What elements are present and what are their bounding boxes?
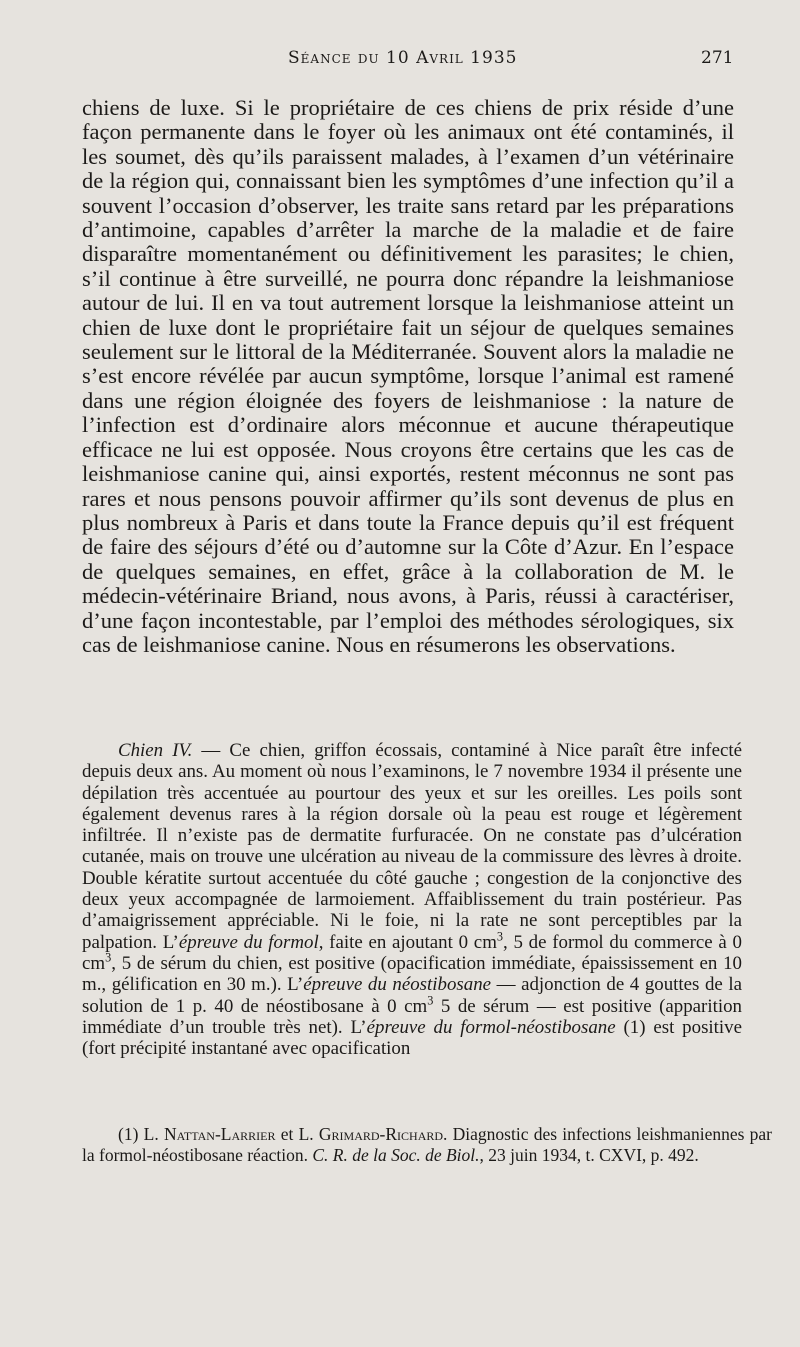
footnote-text: . Diagnostic des infections leishmaniennes par la formol-néostibosane réaction. xyxy=(82,1124,772,1165)
footnote-author-2: Grimard-Richard xyxy=(318,1124,444,1144)
footnote xyxy=(82,1124,772,1165)
body-paragraph: chiens de luxe. Si le propriétaire de ces chiens de prix réside d’une façon permanente dans le foyer où les animaux ont été contaminés, il les soumet, dès qu’ils paraissent malades, à l’examen d’un vétérinaire de la région qui, connaissant bien les symptômes d’une infection qu’il a souvent l’occasion d’observer, les traite sans retard par les préparations d’antimoine, capables d’arrêter la marche de la maladie et de faire disparaître momentanément ou définitivement les parasites; le chien, s’il continue à être surveillé, ne pourra donc répandre la leishmaniose autour de lui. Il en va tout autrement lorsque la leishmaniose atteint un chien de luxe dont le propriétaire fait un séjour de quelques semaines seulement sur le littoral de la Méditerranée. Souvent alors la maladie ne s’est encore révélée par aucun symptôme, lorsque l’animal est ramené dans une région éloignée des foyers de leishmaniose : la nature de l’infection est d’ordinaire alors méconnue et aucune thérapeutique efficace ne lui est opposée. Nous croyons être certains que les cas de leishmaniose canine qui, ainsi exportés, restent méconnus ne sont pas rares et nous pensons pouvoir affirmer qu’ils sont devenus de plus en plus nombreux à Paris et dans toute la France depuis qu’il est fréquent de faire des séjours d’été ou d’automne sur la Côte d’Azur. En l’espace de quelques semaines, en effet, grâce à la collaboration de M. le médecin-vétérinaire Briand, nous avons, à Paris, réussi à caractériser, d’une façon incontestable, par l’emploi des méthodes sérologiques, six cas de leishmaniose canine. Nous en résumerons les observations. xyxy=(82,95,734,657)
superscript: 3 xyxy=(105,950,112,965)
case-text-3b: 5 de sérum — est positive (apparition immédiate d’un trouble très net). L’ xyxy=(82,995,742,1038)
footnote-author-1: Nattan-Larrier xyxy=(163,1124,276,1144)
case-text-2c: , 5 de sérum du chien, est positive (opacification immédiate, épaississement en 10 m., gélification en 30 m.). L’ xyxy=(82,952,742,996)
page-number: 271 xyxy=(701,48,734,68)
running-title: Séance du 10 Avril 1935 xyxy=(288,48,518,68)
case-text-4: (1) est positive (fort précipité instantané avec opacification xyxy=(82,1016,742,1060)
test-formol: épreuve du formol xyxy=(178,931,319,953)
case-label: Chien IV. xyxy=(118,740,193,761)
case-text-3a: — adjonction de 4 gouttes de la solution de 1 p. 40 de néostibosane à 0 cm xyxy=(82,974,742,1017)
superscript: 3 xyxy=(496,929,504,944)
case-text-2a: , faite en ajoutant 0 cm xyxy=(318,931,497,953)
test-neostibosane: épreuve du néostibosane xyxy=(303,974,492,996)
footnote-journal: C. R. de la Soc. de Biol. xyxy=(312,1144,480,1165)
case-text-1: — Ce chien, griffon écossais, contaminé à Nice paraît être infecté depuis deux ans. Au moment où nous l’examinons, le 7 novembre 1934 il présente une dépilation très accentuée au pourtour des yeux et sur les oreilles. Les poils sont également devenus rares à la région dorsale où la peau est rouge et légèrement infiltrée. Il n’existe pas de dermatite furfuracée. On ne constate pas d’ulcération cutanée, mais on trouve une ulcération au niveau de la commissure des lèvres à droite. Double kératite surtout accentuée du côté gauche ; congestion de la conjonctive des deux yeux accompagnée de larmoiement. Affaiblissement du train postérieur. Pas d’amaigrissement appréciable. Ni le foie, ni la rate ne sont perceptibles par la palpation. L’ xyxy=(82,740,742,953)
footnote-connector: et L. xyxy=(275,1124,319,1144)
footnote-citation: , 23 juin 1934, t. CXVI, p. 492. xyxy=(479,1144,699,1165)
case-text-2b: , 5 de formol du commerce à 0 cm xyxy=(82,931,743,974)
footnote-marker: (1) L. xyxy=(118,1124,164,1144)
page-header xyxy=(0,48,800,78)
test-formol-neostibosane: épreuve du formol-néostibosane xyxy=(366,1016,616,1038)
case-report-chien-iv xyxy=(82,740,742,1059)
superscript: 3 xyxy=(427,993,434,1008)
